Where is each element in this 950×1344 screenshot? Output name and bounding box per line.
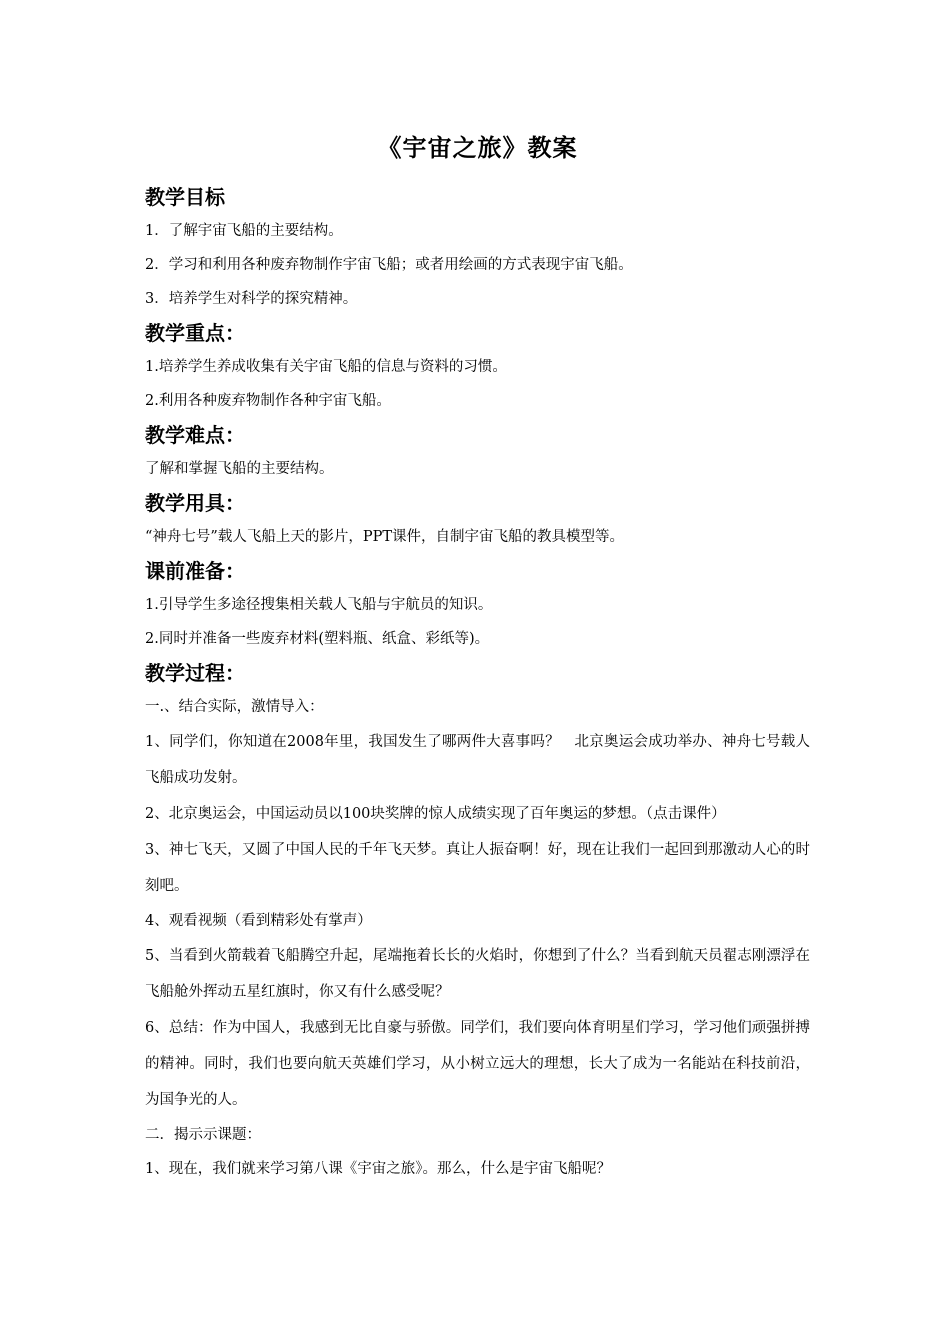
paragraph: 6、总结：作为中国人，我感到无比自豪与骄傲。同学们，我们要向体育明星们学习，学习他们顽强拼搏的精神。同时，我们也要向航天英雄们学习，从小树立远大的理想，长大了成为一名能站在科技前沿，为国争光的人。 [145, 1020, 810, 1108]
paragraph: 5、当看到火箭载着飞船腾空升起，尾端拖着长长的火焰时，你想到了什么？当看到航天员翟志刚漂浮在飞船舱外挥动五星红旗时，你又有什么感受呢？ [145, 948, 810, 1000]
document-title: 《宇宙之旅》教案 [377, 134, 578, 162]
section-heading: 教学难点： [145, 423, 245, 447]
paragraph: “神舟七号”载人飞船上天的影片，PPT课件，自制宇宙飞船的教具模型等。 [145, 529, 625, 545]
section-key-points [145, 316, 810, 418]
paragraph: 4、观看视频（看到精彩处有掌声） [145, 913, 372, 929]
section-difficulties [145, 418, 810, 486]
section-heading: 教学重点： [145, 321, 245, 345]
paragraph: 了解和掌握飞船的主要结构。 [145, 461, 334, 477]
document-body [145, 128, 810, 1186]
section-heading: 教学过程： [145, 661, 245, 685]
paragraph: 1、现在，我们就来学习第八课《宇宙之旅》。那么，什么是宇宙飞船呢？ [145, 1161, 611, 1177]
paragraph: 2．学习和利用各种废弃物制作宇宙飞船；或者用绘画的方式表现宇宙飞船。 [145, 257, 633, 273]
paragraph: 2.利用各种废弃物制作各种宇宙飞船。 [145, 393, 391, 409]
paragraph: 1．了解宇宙飞船的主要结构。 [145, 223, 343, 239]
paragraph: 3．培养学生对科学的探究精神。 [145, 291, 358, 307]
paragraph: 1.培养学生养成收集有关宇宙飞船的信息与资料的习惯。 [145, 359, 507, 375]
paragraph: 1.引导学生多途径搜集相关载人飞船与宇航员的知识。 [145, 597, 493, 613]
section-heading: 教学用具： [145, 491, 245, 515]
section-process [145, 656, 810, 1186]
paragraph: 二．揭示示课题： [145, 1127, 261, 1143]
paragraph: 2.同时并准备一些废弃材料(塑料瓶、纸盒、彩纸等)。 [145, 631, 490, 647]
section-heading: 教学目标 [145, 185, 225, 209]
paragraph: 3、神七飞天，又圆了中国人民的千年飞天梦。真让人振奋啊！好，现在让我们一起回到那激动人心的时刻吧。 [145, 842, 810, 894]
section-preparation [145, 554, 810, 656]
paragraph: 一.、结合实际，激情导入： [145, 699, 324, 715]
section-teaching-aids [145, 486, 810, 554]
section-heading: 课前准备： [145, 559, 245, 583]
paragraph: 2、北京奥运会，中国运动员以100块奖牌的惊人成绩实现了百年奥运的梦想。（点击课件） [145, 806, 726, 822]
section-objectives [145, 180, 810, 316]
paragraph: 1、同学们，你知道在2008年里，我国发生了哪两件大喜事吗？ 北京奥运会成功举办、神舟七号载人飞船成功发射。 [145, 734, 810, 786]
